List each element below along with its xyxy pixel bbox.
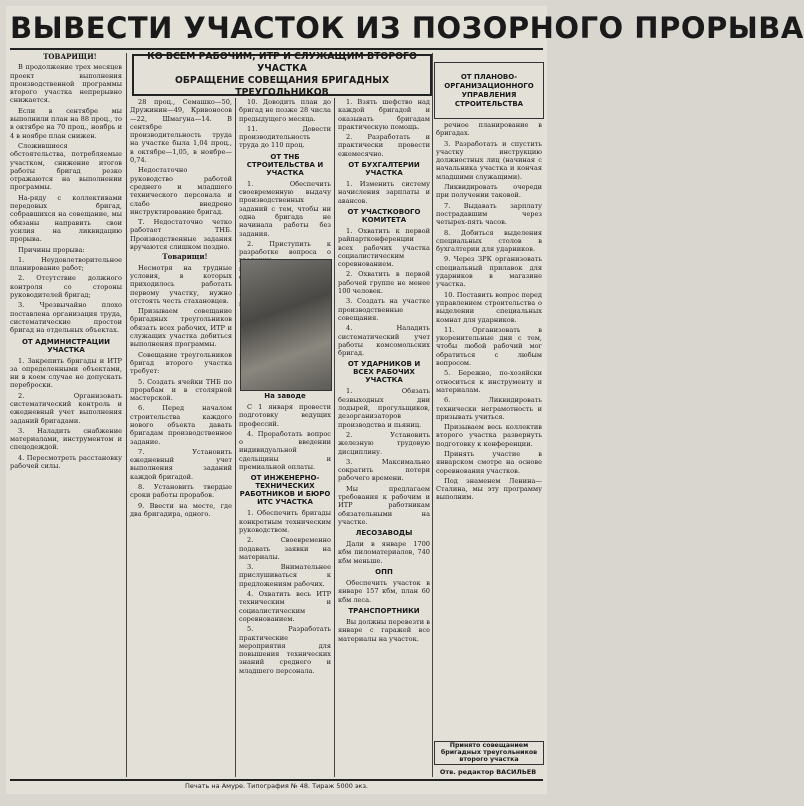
editor-credit: Отв. редактор ВАСИЛЬЕВ: [439, 768, 537, 776]
col4-paragraph: 1. Взять шефство над каждой бригадой и оказывать бригадам практическую помощь.: [338, 98, 430, 131]
section-title-tnb: ОТ ТНБ СТРОИТЕЛЬСТВА И УЧАСТКА: [246, 152, 324, 177]
col3-paragraph: 10. Доводить план до бригад не позже 28 числа предыдущего месяца.: [239, 98, 331, 123]
section-title-transport: ТРАНСПОРТНИКИ: [348, 606, 420, 615]
col3-item: 1. Обеспечить своевременную выдачу производственных заданий с тем, чтобы ни одна бригада не начинала работы без задания.: [239, 179, 331, 238]
col3-item: 2. Своевременно подавать заявки на материалы.: [239, 536, 331, 561]
col1-paragraph: 1. Неудовлетворительное планирование работ;: [10, 255, 122, 273]
col1-item: 3. Наладить снабжение материалами, инструментом и спецодеждой.: [10, 426, 122, 452]
col5-paragraph: 11. Организовать в укоренительные дни с тем, чтобы любой рабочий мог обратиться с любым вопросом.: [436, 325, 542, 368]
col1-paragraph: Причины прорыва:: [18, 245, 85, 254]
col1-paragraph: Если в сентябре мы выполнили план на 88 проц., то в октябре на 70 проц., ноябрь и 4 в ноябре план снижен.: [10, 106, 122, 140]
col3-paragraph: 11. Довести производительность труда до 110 проц.: [239, 124, 331, 150]
column-divider: [235, 98, 236, 777]
col5-paragraph: 9. Через ЗРК организовать специальный прилавок для ударников в магазине участка.: [436, 255, 542, 289]
page-headline: ВЫВЕСТИ УЧАСТОК ИЗ ПОЗОРНОГО ПРОРЫВА: [10, 11, 804, 45]
col5-paragraph: Принять участие в январском смотре на основе соревнования участков.: [436, 449, 542, 475]
column-5: [436, 121, 542, 737]
column-3-top: [239, 98, 331, 256]
col2-paragraph: Т. Недостаточно четко работает ТНБ. Производственные задания вручаются слишком поздно.: [130, 218, 232, 252]
photo-caption: На заводе: [264, 392, 306, 400]
section-title-opp: ОПП: [375, 568, 393, 577]
col1-paragraph: Сложившиеся обстоятельства, потребляемые участком, снижение итогов работы бригад резко отражаются на выполнении программы.: [10, 141, 122, 192]
col5-paragraph: Ликвидировать очереди при получении таковой.: [436, 183, 542, 200]
col2-paragraph: Несмотря на трудные условия, в которых приходилось работать первому участку, нужно отстоять честь стахановцев.: [130, 263, 232, 305]
banner-line2: ОБРАЩЕНИЕ СОВЕЩАНИЯ БРИГАДНЫХ ТРЕУГОЛЬНИКОВ: [174, 75, 390, 98]
col4-item: 1. Изменить систему начисления зарплаты и авансов.: [338, 180, 430, 205]
col2-paragraph: 28 проц., Семашко—50, Дружинин—49, Кривоносов—22, Шмагуна—14. В сентябре производительность труда на участке была 1,04 проц., в октябре—1,05, в ноябре—0,74.: [130, 98, 232, 165]
col2-paragraph: Призываем совещание бригадных треугольников обязать всех рабочих, ИТР и служащих участка добиться выполнения программы.: [130, 307, 232, 349]
col4-sawmills-text: Дали в январе 1700 кбм пиломатериалов, 740 кбм меньше.: [338, 540, 430, 565]
col5-paragraph: 6. Ликвидировать технически неграмотность и призывать учиться.: [436, 396, 542, 421]
section-title-workers: ОТ УДАРНИКОВ И ВСЕХ РАБОЧИХ УЧАСТКА: [347, 360, 421, 385]
col4-opp-text: Обеспечить участок в январе 157 кбм, план 60 кбм леса.: [338, 579, 430, 604]
col3-paragraph: 4. Проработать вопрос о введении индивидуальной сдельщины и премиальной оплаты.: [239, 429, 331, 472]
col2-paragraph: Совещание треугольников бригад второго участка требует:: [130, 350, 232, 376]
col3-item: 3. Внимательнее прислушиваться к предложениям рабочих.: [239, 563, 331, 588]
col5-paragraph: речное планирование в бригадах.: [436, 121, 542, 138]
section-title-engineers: ОТ ИНЖЕНЕРНО-ТЕХНИЧЕСКИХ РАБОТНИКОВ И БЮРО ИТС УЧАСТКА: [239, 474, 331, 507]
col1-item: 4. Пересмотреть расстановку рабочей силы.: [10, 453, 122, 471]
col3-paragraph: С 1 января провести подготовку ведущих профессий.: [239, 403, 331, 428]
footer-rule: [10, 779, 543, 781]
col2-salutation: Товарищи!: [162, 252, 208, 262]
col1-paragraph: В продолжение трех месяцев проект выполнения производственной программы второго участка непрерывно снижается.: [10, 63, 122, 105]
section-title-accounting: ОТ БУХГАЛТЕРИИ УЧАСТКА: [348, 161, 420, 178]
col1-paragraph: На-ряду с коллективами передовых бригад, собравшихся на совещание, мы обязаны направить свои усилия на ликвидацию прорыва.: [10, 193, 122, 244]
col2-paragraph: 9. Ввести на месте, где два бригадира, одного.: [130, 501, 232, 518]
col3-item: 2. Приступить к разработке вопроса о: [239, 239, 331, 257]
column-divider: [432, 53, 433, 777]
col4-item: 3. Максимально сократить потери рабочего времени.: [338, 457, 430, 483]
col1-paragraph: 3. Чрезвычайно плохо поставлена организация труда, систематические простои бригад на отдельных объектах.: [10, 301, 122, 335]
col3-item: 5. Разработать практические мероприятия для повышения технических знаний среднего и младшего персонала.: [239, 625, 331, 675]
column-1: [10, 53, 122, 777]
headline-rule: [10, 48, 543, 50]
col1-paragraph: 2. Отсутствие должного контроля со стороны руководителей бригад;: [10, 274, 122, 300]
col4-item: 3. Создать на участке производственные совещания.: [338, 297, 430, 322]
col1-item: 1. Закрепить бригады и ИТР за определенными объектами, ни в коем случае не допускать переброски.: [10, 356, 122, 390]
col2-paragraph: Недостаточно руководство работой среднего и младшего технического персонала и слабо внедрено инструктирование бригад.: [130, 166, 232, 216]
col5-paragraph: Под знаменем Ленина—Сталина, мы эту программу выполним.: [436, 476, 542, 502]
col3-item: 1. Обеспечить бригады конкретным техническим руководством.: [239, 509, 331, 534]
col2-paragraph: 8. Установить твердые сроки работы прорабов.: [130, 483, 232, 500]
section-title-sawmills: ЛЕСОЗАВОДЫ: [355, 529, 413, 538]
planning-dept-title: ОТ ПЛАНОВО-ОРГАНИЗАЦИОННОГО УПРАВЛЕНИЯ СТРОИТЕЛЬСТВА: [444, 72, 534, 108]
section-title-administration: ОТ АДМИНИСТРАЦИИ УЧАСТКА: [21, 337, 111, 354]
appeal-banner: [132, 51, 432, 98]
col2-paragraph: 6. Перед началом строительства каждого нового объекта давать бригадам производственное задание.: [130, 404, 232, 446]
col4-item: 1. Обязать безвыходных дни лодырей, прогульщиков, дезорганизаторов производства и пьяниц.: [338, 387, 430, 429]
col2-paragraph: 7. Установить ежедневный учет выполнения заданий каждой бригадой.: [130, 447, 232, 481]
adoption-note: Принято совещанием бригадных треугольников второго участка: [434, 741, 544, 765]
planning-dept-box: [434, 62, 544, 119]
col3-item: 4. Охватить весь ИТР техническим и социалистическим соревнованием.: [239, 590, 331, 623]
column-divider: [126, 53, 127, 777]
column-divider: [334, 98, 335, 777]
col4-item: 1. Охватить к первой райпартконференции всех рабочих участка социалистическим соревнованием.: [338, 226, 430, 269]
banner-line1: КО ВСЕМ РАБОЧИМ, ИТР И СЛУЖАЩИМ ВТОРОГО УЧАСТКА: [147, 51, 417, 74]
col5-paragraph: 5. Бережно, по-хозяйски относиться к инструменту и материалам.: [436, 369, 542, 394]
salutation: ТОВАРИЩИ!: [43, 52, 97, 61]
col5-paragraph: 10. Поставить вопрос перед управлением строительства о выделении специальных комнат для ударников.: [436, 290, 542, 324]
col1-item: 2. Организовать систематический контроль и ежедневный учет выполнения заданий бригадами.: [10, 391, 122, 425]
col4-paragraph: 2. Разработать и практически провести ежемесячно.: [338, 133, 430, 158]
col5-paragraph: 8. Добиться выделения специальных столов в бухгалтерии для ударников.: [436, 228, 542, 254]
imprint-footer: Печать на Амуре. Типография № 48. Тираж 5000 экз.: [185, 782, 368, 790]
col4-transport-text: Вы должны перевезти в январе с гаражей все материалы на участок.: [338, 617, 430, 643]
column-2: [130, 98, 232, 777]
col5-paragraph: 7. Выдавать зарплату пострадавшим через четырех-пять часов.: [436, 201, 542, 227]
section-title-committee: ОТ УЧАСТКОВОГО КОМИТЕТА: [347, 207, 421, 224]
col4-item: 4. Наладить систематический учет работы комсомольских бригад.: [338, 324, 430, 358]
col5-paragraph: 3. Разработать и спустить участку инструкцию должностных лиц (начиная с начальника участка и кончая младшими служащими).: [436, 139, 542, 181]
factory-photo: [240, 259, 332, 391]
col2-paragraph: 5. Создать ячейки ТНБ по прорабам и в столярной мастерской.: [130, 377, 232, 403]
col4-notice: Мы предлагаем требования к рабочим и ИТР работникам обязательными на участке.: [338, 484, 430, 526]
newspaper-page: [6, 6, 804, 794]
col4-item: 2. Охватить в первой рабочей группе не менее 100 человек.: [338, 270, 430, 296]
column-3-bottom: [239, 403, 331, 777]
column-4: [338, 98, 430, 777]
col5-paragraph: Призываем весь коллектив второго участка развернуть подготовку к конференции.: [436, 423, 542, 448]
col4-item: 2. Установить железную трудовую дисциплину.: [338, 430, 430, 456]
